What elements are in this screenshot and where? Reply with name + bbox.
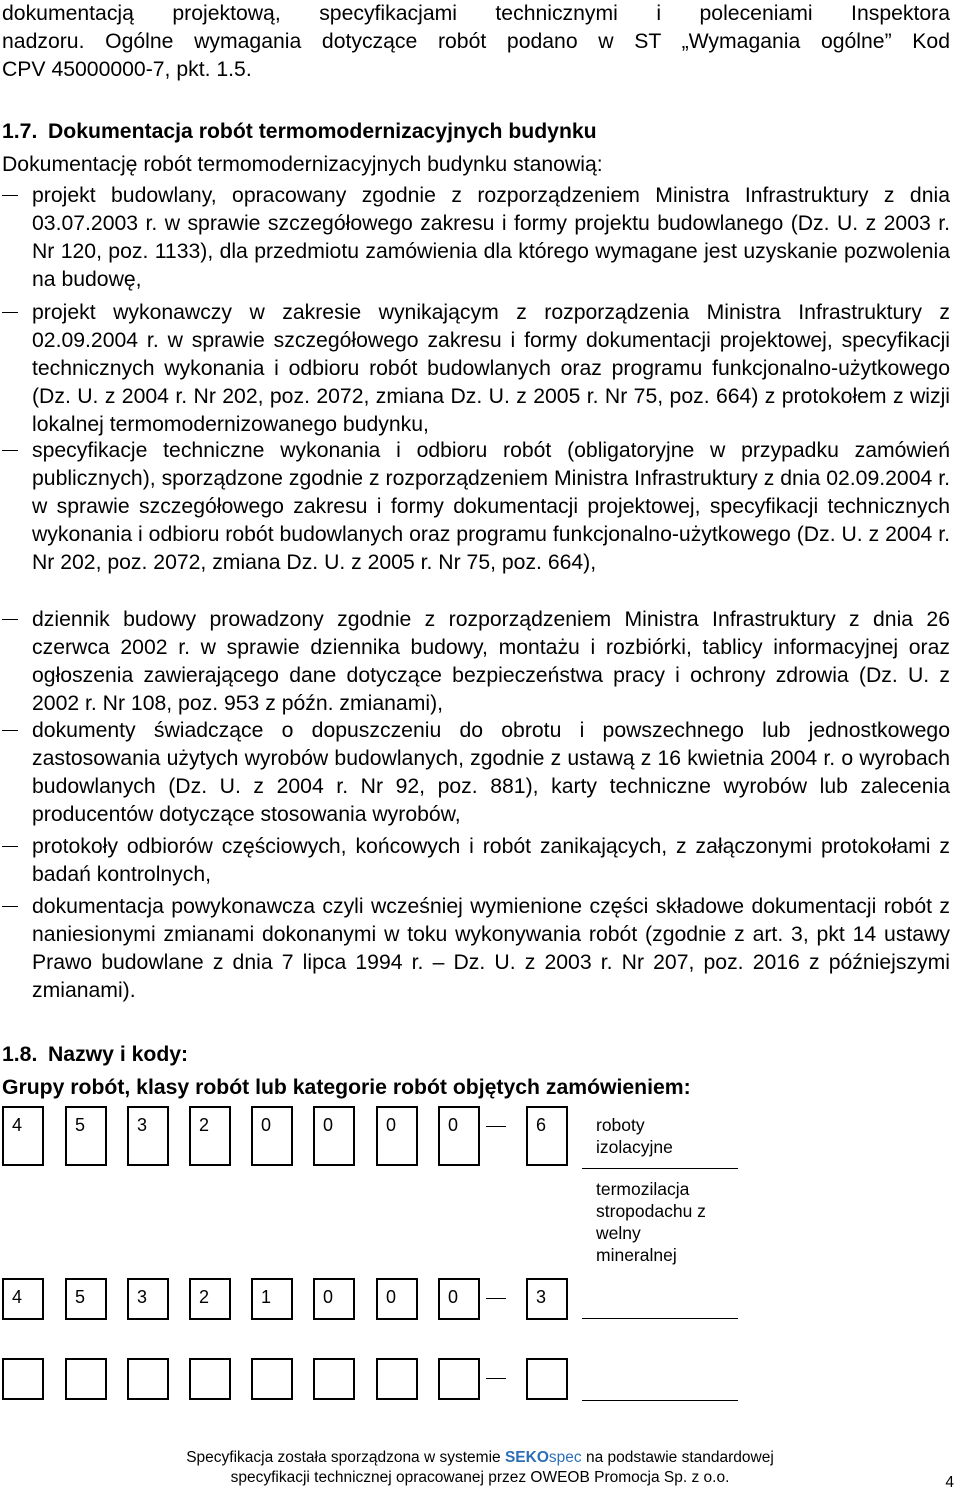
- code-digit-box: [127, 1358, 169, 1400]
- list-item-text: projekt budowlany, opracowany zgodnie z rozporządzeniem Ministra Infrastruktury z dnia 03.07.2003 r. w sprawie szczegółowego zakresu i formy projektu budowlanego (Dz. U. z 2003 r. Nr 120, poz. 1133), dla przedmiotu zamówienia dla którego wymagane jest uzyskanie pozwolenia na budowę,: [32, 184, 950, 291]
- code-digit-box: 4: [2, 1106, 44, 1166]
- page-number: 4: [945, 1474, 954, 1491]
- footer-line: specyfikacji technicznej opracowanej przez OWEOB Promocja Sp. z o.o.: [230, 1469, 730, 1486]
- section-number: 1.8.: [2, 1043, 38, 1066]
- section-number: 1.7.: [2, 120, 38, 143]
- dash-bullet: [2, 195, 18, 196]
- code-digit-box: 2: [189, 1278, 231, 1320]
- code-digit-box: 4: [2, 1278, 44, 1320]
- section-heading: [2, 118, 597, 146]
- code-separator-dash: [486, 1126, 506, 1127]
- code-description: [596, 1178, 706, 1266]
- section-lead: Dokumentację robót termomodernizacyjnych budynku stanowią:: [2, 153, 603, 176]
- list-item-text: specyfikacje techniczne wykonania i odbioru robót (obligatoryjne w przypadku zamówień publicznych), sporządzone zgodnie z rozporządzeniem Ministra Infrastruktury z dnia 02.09.2004 r. w sprawie szczegółowego zakresu i formy dokumentacji projektowej, specyfikacji technicznych wykonania i odbioru robót budowlanych oraz programu funkcjonalno-użytkowego (Dz. U. z 2004 r. Nr 202, poz. 2072, zmiana Dz. U. z 2005 r. Nr 75, poz. 664),: [32, 439, 950, 574]
- code-digit-box: [189, 1358, 231, 1400]
- footer-line: [0, 1448, 960, 1468]
- code-digit-box: [313, 1358, 355, 1400]
- code-description-line: stropodachu z: [596, 1201, 706, 1221]
- list-item: [2, 833, 950, 889]
- code-digit-box: 5: [65, 1278, 107, 1320]
- section-title: Nazwy i kody:: [48, 1043, 189, 1066]
- footer-text: Specyfikacja została sporządzona w systemie: [186, 1449, 505, 1466]
- code-digit-box: 0: [313, 1278, 355, 1320]
- list-item: [2, 182, 950, 294]
- list-item: [2, 717, 950, 829]
- code-description: [596, 1114, 673, 1158]
- list-item: [2, 299, 950, 439]
- code-digit-box: [2, 1358, 44, 1400]
- code-digit-box: 3: [127, 1106, 169, 1166]
- intro-line: dokumentacją projektową, specyfikacjami technicznymi i poleceniami Inspektora: [2, 2, 950, 25]
- intro-paragraph: [2, 0, 950, 84]
- intro-line: nadzoru. Ogólne wymagania dotyczące robót podano w ST „Wymagania ogólne” Kod: [2, 30, 950, 53]
- code-digit-box: [376, 1358, 418, 1400]
- code-description-line: termozilacja: [596, 1179, 690, 1199]
- code-digit-box: [438, 1358, 480, 1400]
- footer-text: na podstawie standardowej: [581, 1449, 774, 1466]
- code-digit-box: 0: [438, 1278, 480, 1320]
- code-digit-box: [251, 1358, 293, 1400]
- code-digit-box: 0: [376, 1278, 418, 1320]
- code-digit-box: 5: [65, 1106, 107, 1166]
- divider-line: [582, 1400, 738, 1401]
- list-item-text: protokoły odbiorów częściowych, końcowych i robót zanikających, z załączonymi protokołami z badań kontrolnych,: [32, 835, 950, 886]
- brand-logo-text: SEKO: [504, 1449, 549, 1466]
- code-digit-box: [65, 1358, 107, 1400]
- code-separator-dash: [486, 1378, 506, 1379]
- list-item-text: dziennik budowy prowadzony zgodnie z rozporządzeniem Ministra Infrastruktury z dnia 26 czerwca 2002 r. w sprawie dziennika budowy, montażu i rozbiórki, tablicy informacyjnej oraz ogłoszenia zawierającego dane dotyczące bezpieczeństwa pracy i ochrony zdrowia (Dz. U. z 2002 r. Nr 108, poz. 953 z późn. zmianami),: [32, 608, 950, 715]
- section-heading: [2, 1041, 188, 1069]
- code-description-line: izolacyjne: [596, 1137, 673, 1157]
- list-item-text: dokumentacja powykonawcza czyli wcześniej wymienione części składowe dokumentacji robót z naniesionymi zmianami dokonanymi w toku wykonywania robót (zgodnie z art. 3, pkt 14 ustawy Prawo budowlane z dnia 7 lipca 1994 r. – Dz. U. z 2003 r. Nr 207, poz. 2016 z późniejszymi zmianami).: [32, 895, 950, 1002]
- code-digit-box: 0: [313, 1106, 355, 1166]
- list-item-text: dokumenty świadczące o dopuszczeniu do obrotu i powszechnego lub jednostkowego zastosowania użytych wyrobów budowlanych, zgodnie z ustawą z 16 kwietnia 2004 r. o wyrobach budowlanych (Dz. U. z 2004 r. Nr 92, poz. 881), karty techniczne wyrobów lub zalecenia producentów dotyczące stosowania wyrobów,: [32, 719, 950, 826]
- list-item: [2, 893, 950, 1005]
- intro-line: CPV 45000000-7, pkt. 1.5.: [2, 58, 252, 81]
- code-digit-box: 3: [127, 1278, 169, 1320]
- code-check-digit-box: 3: [526, 1278, 568, 1320]
- dash-bullet: [2, 730, 18, 731]
- code-check-digit-box: 6: [526, 1106, 568, 1166]
- dash-bullet: [2, 450, 18, 451]
- divider-line: [582, 1168, 738, 1169]
- code-digit-box: 0: [438, 1106, 480, 1166]
- dash-bullet: [2, 906, 18, 907]
- code-digit-box: 0: [251, 1106, 293, 1166]
- list-item-text: projekt wykonawczy w zakresie wynikającym z rozporządzenia Ministra Infrastruktury z 02.09.2004 r. w sprawie szczegółowego zakresu i formy dokumentacji projektowej, specyfikacji technicznych wykonania i odbioru robót budowlanych oraz programu funkcjonalno-użytkowego (Dz. U. z 2004 r. Nr 202, poz. 2072, zmiana Dz. U. z 2005 r. Nr 75, poz. 664) z protokołem z wizji lokalnej termomodernizowanego budynku,: [32, 301, 950, 436]
- list-item: [2, 437, 950, 577]
- code-description-line: mineralnej: [596, 1245, 677, 1265]
- code-digit-box: 1: [251, 1278, 293, 1320]
- list-item: [2, 606, 950, 718]
- page-footer: [0, 1448, 960, 1488]
- code-check-digit-box: [526, 1358, 568, 1400]
- dash-bullet: [2, 312, 18, 313]
- code-digit-box: 2: [189, 1106, 231, 1166]
- dash-bullet: [2, 846, 18, 847]
- section-title: Dokumentacja robót termomodernizacyjnych budynku: [48, 120, 597, 143]
- section-subtitle: Grupy robót, klasy robót lub kategorie robót objętych zamówieniem:: [2, 1076, 691, 1099]
- brand-logo-text: spec: [548, 1449, 582, 1466]
- divider-line: [582, 1318, 738, 1319]
- code-digit-box: 0: [376, 1106, 418, 1166]
- code-separator-dash: [486, 1298, 506, 1299]
- code-description-line: roboty: [596, 1115, 645, 1135]
- dash-bullet: [2, 619, 18, 620]
- code-description-line: welny: [596, 1223, 641, 1243]
